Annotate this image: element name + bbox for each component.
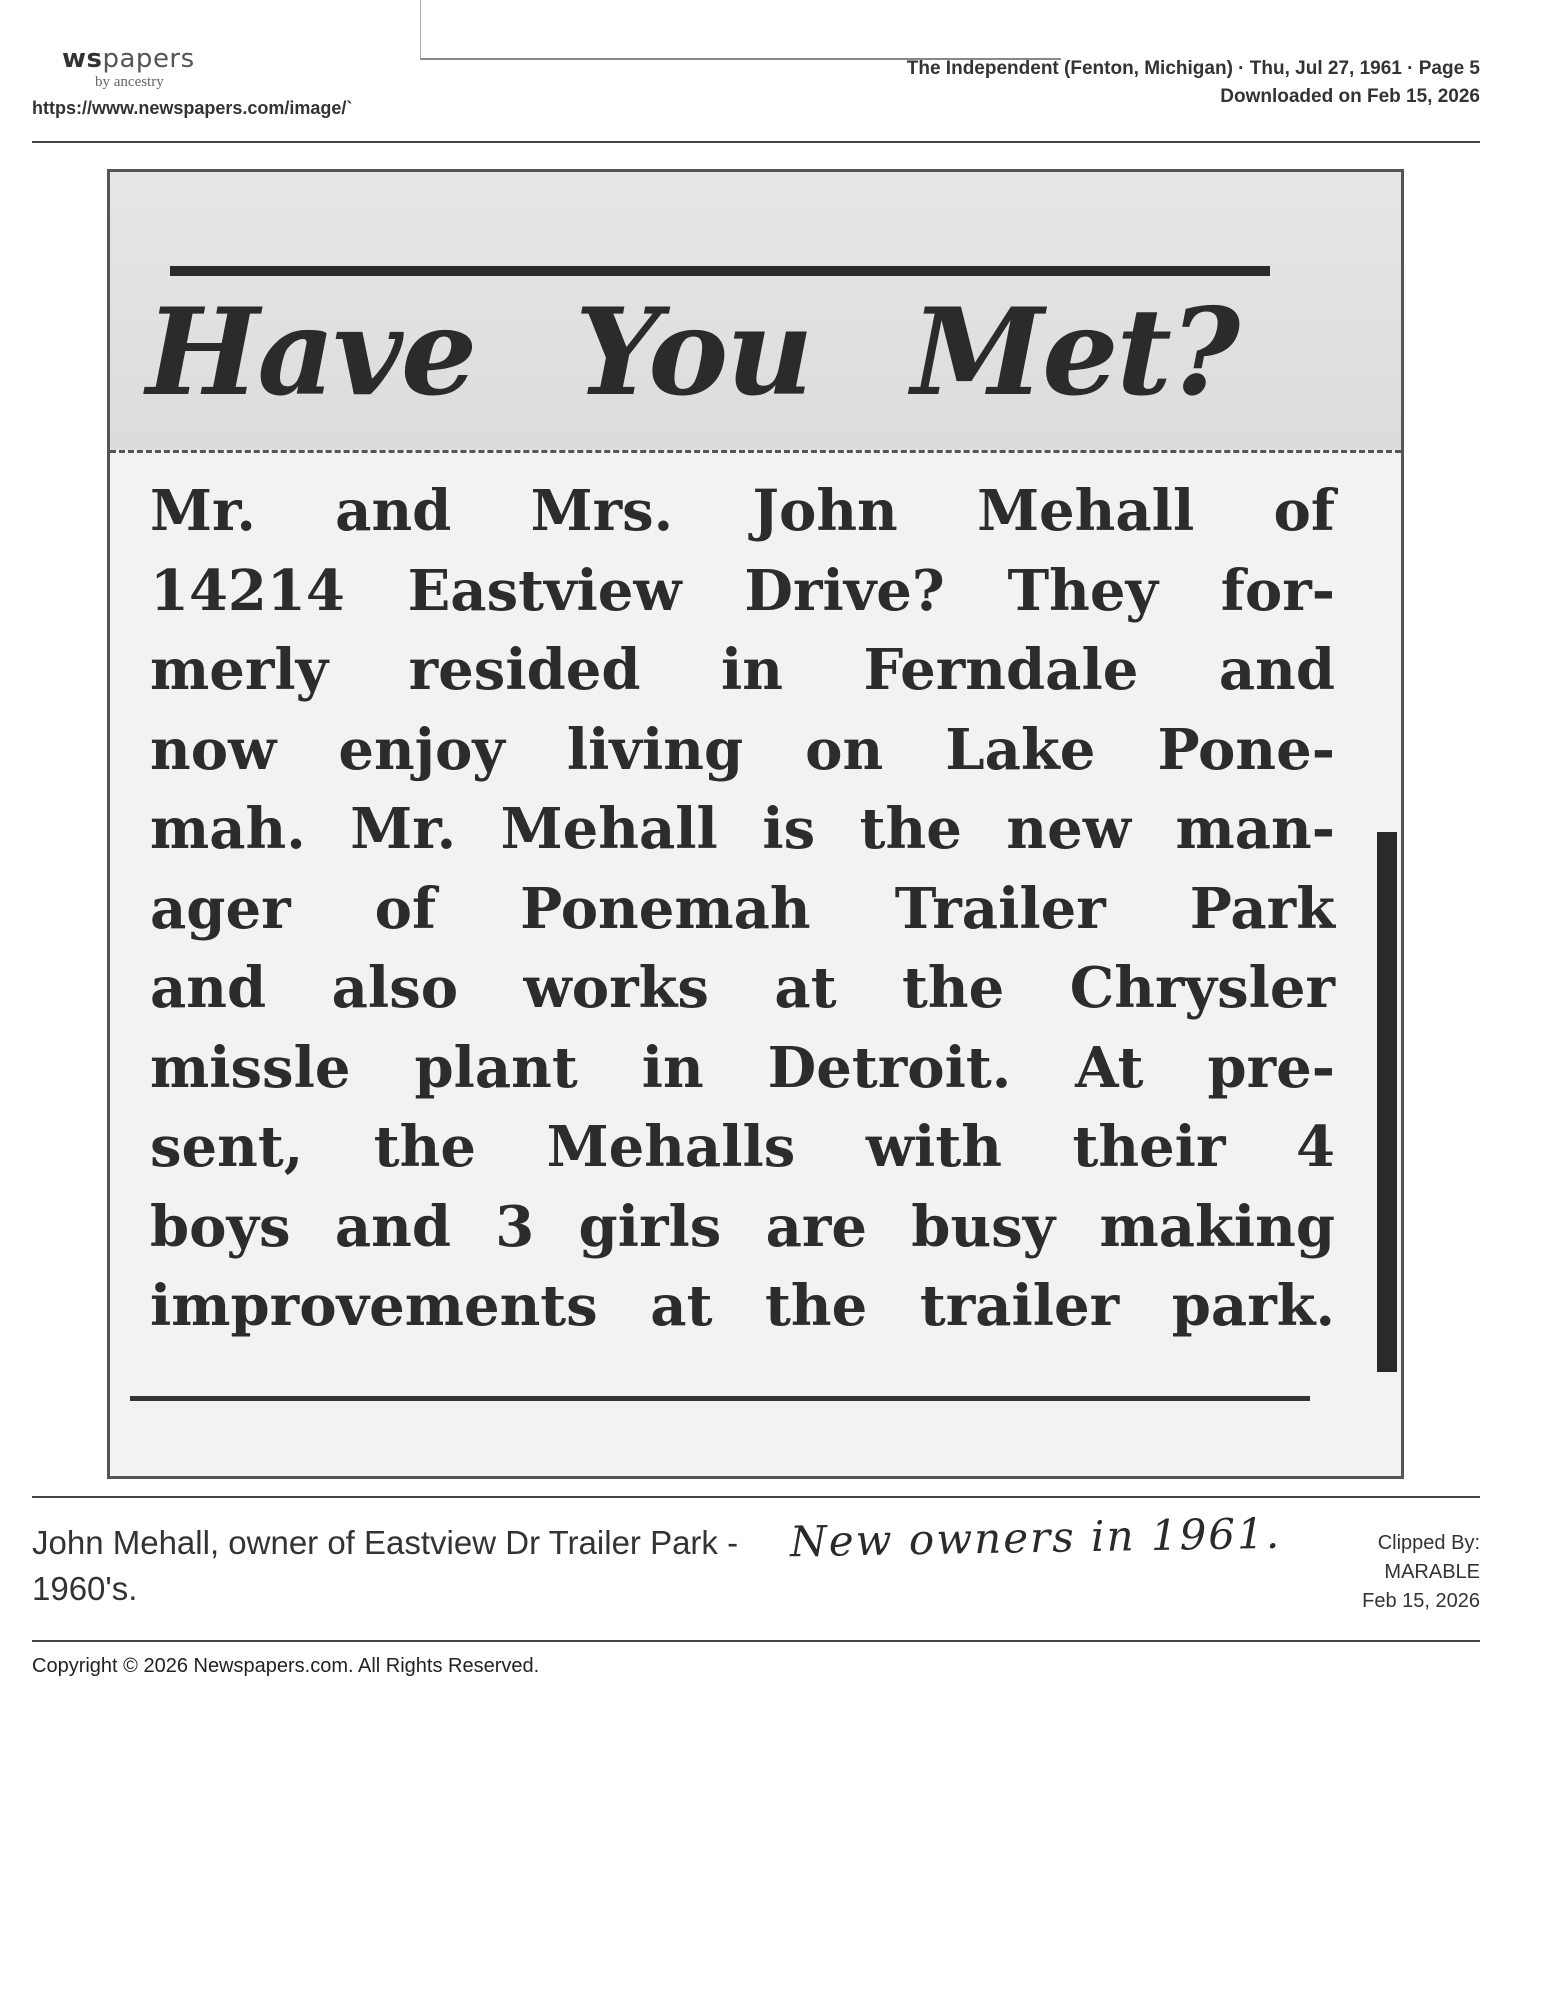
clipped-date: Feb 15, 2026	[1362, 1590, 1480, 1612]
downloaded-line: Downloaded on Feb 15, 2026	[1220, 86, 1480, 107]
logo-main: papers	[102, 44, 195, 74]
clipped-by-info	[1362, 1529, 1480, 1616]
clipping-body-line: missle plant in Detroit. At pre-	[150, 1034, 1335, 1101]
newspaper-clipping	[107, 169, 1404, 1479]
clipping-body-line: ager of Ponemah Trailer Park	[150, 875, 1335, 942]
clipping-body-line: Mr. and Mrs. John Mehall of	[150, 478, 1335, 544]
footer-divider-bottom	[32, 1640, 1480, 1642]
logo-subtitle: by ancestry	[95, 74, 164, 90]
logo-prefix: ws	[62, 44, 103, 74]
clipping-headline: Have You Met?	[146, 282, 1239, 423]
clipping-body-line: improvements at the trailer park.	[150, 1273, 1335, 1339]
clipped-by-label: Clipped By:	[1377, 1532, 1480, 1554]
clipping-caption: John Mehall, owner of Eastview Dr Trailer Park - 1960's.	[32, 1524, 739, 1607]
source-line: The Independent (Fenton, Michigan) · Thu, Jul 27, 1961 · Page 5	[906, 58, 1480, 79]
clipping-body-line: boys and 3 girls are busy making	[150, 1193, 1335, 1260]
clipping-top-rule	[170, 266, 1270, 276]
newspapers-logo	[62, 44, 195, 74]
clipping-bottom-rule	[130, 1396, 1310, 1401]
header-divider	[32, 141, 1480, 143]
clipped-by-user: MARABLE	[1384, 1561, 1480, 1583]
clipping-headline-rule	[110, 450, 1401, 457]
image-url: https://www.newspapers.com/image/`	[32, 98, 353, 118]
clipping-body-line: mah. Mr. Mehall is the new man-	[150, 796, 1335, 862]
clipping-column-rule	[1377, 832, 1397, 1372]
clipping-body-line: merly resided in Ferndale and	[150, 637, 1335, 703]
footer-divider-top	[32, 1496, 1480, 1498]
scan-artifact	[420, 0, 1061, 60]
clipping-body	[150, 472, 1335, 1347]
handwritten-note: New owners in 1961.	[789, 1508, 1282, 1567]
clipping-body-line: and also works at the Chrysler	[150, 955, 1335, 1021]
copyright-notice: Copyright © 2026 Newspapers.com. All Rights Reserved.	[32, 1655, 540, 1677]
clipping-body-line: 14214 Eastview Drive? They for-	[150, 557, 1335, 624]
source-info	[907, 55, 1480, 111]
clipping-body-line: sent, the Mehalls with their 4	[150, 1114, 1335, 1180]
clipping-body-line: now enjoy living on Lake Pone-	[150, 716, 1335, 783]
